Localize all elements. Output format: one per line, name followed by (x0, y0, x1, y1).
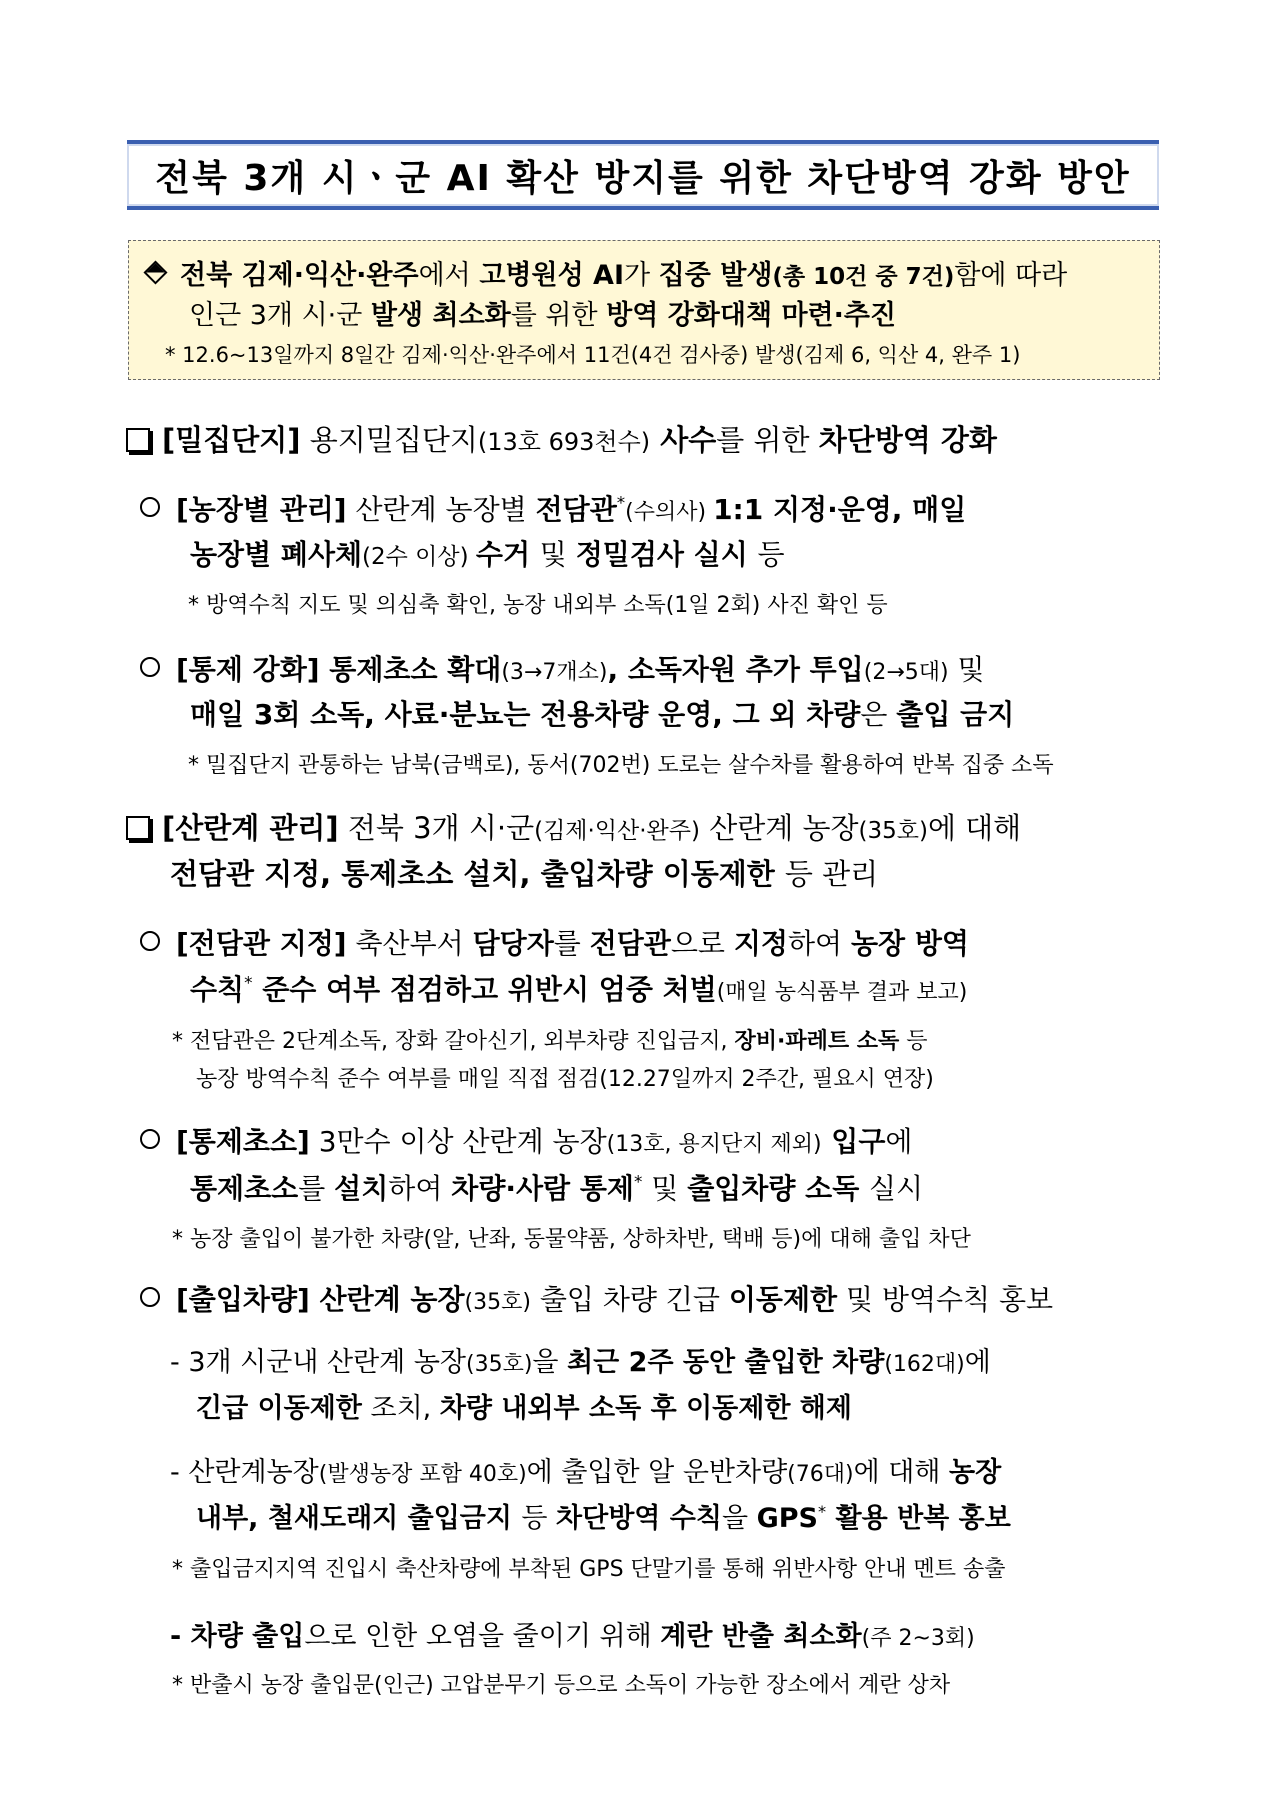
item-1-note: * 방역수칙 지도 및 의심축 확인, 농장 내외부 소독(1일 2회) 사진 확인 등 (188, 593, 888, 618)
dash-text: 활용 반복 홍보 (826, 1503, 1011, 1534)
item-text: 를 (553, 927, 590, 960)
item-text: 통제초소 (190, 1172, 299, 1205)
summary-text: 를 위한 (510, 300, 607, 331)
item-text: 농장별 폐사체 (190, 538, 363, 571)
footnote-mark: * (616, 492, 626, 513)
item-3-line-1 (140, 922, 969, 962)
item-text: 1:1 지정·운영, 매일 (713, 493, 967, 526)
dash-1-line-1 (170, 1340, 991, 1379)
dash-text: 조치, (361, 1393, 440, 1424)
item-text: 은 (860, 698, 897, 731)
item-1-line-2 (190, 533, 785, 573)
dash-text: 내부, 철새도래지 출입금지 (196, 1503, 522, 1534)
note-text: 장비·파레트 소독 (734, 1029, 900, 1054)
summary-line-2 (189, 293, 896, 332)
item-text: 산란계 농장별 (346, 493, 536, 526)
item-text: (2수 이상) (362, 544, 476, 570)
dash-2-line-1 (170, 1450, 1001, 1489)
item-text: 설치 (334, 1172, 389, 1205)
item-2-line-2 (190, 693, 1014, 733)
item-text: 으로 (670, 927, 734, 960)
item-2-note: * 밀집단지 관통하는 남북(금백로), 동서(702번) 도로는 살수차를 활용하여 반복 집중 소독 (188, 753, 1054, 778)
summary-text: 인근 3개 시·군 (189, 300, 371, 331)
item-4-line-2 (190, 1167, 923, 1207)
section-text: 차단방역 강화 (818, 423, 997, 457)
dash-text: 긴급 이동제한 (196, 1393, 362, 1424)
summary-text: 발생 최소화 (370, 300, 511, 331)
dash-3-note: * 반출시 농장 출입문(인근) 고압분무기 등으로 소독이 가능한 장소에서 계란 상차 (172, 1673, 951, 1698)
item-text: 3만수 이상 산란계 농장 (309, 1125, 607, 1158)
summary-text: 고병원성 AI (479, 260, 624, 291)
item-text: 및 (948, 653, 985, 686)
summary-note: * 12.6~13일까지 8일간 김제·익산·완주에서 11건(4건 검사중) 발생(김제 6, 익산 4, 완주 1) (165, 343, 1021, 367)
summary-line-1 (141, 253, 1067, 292)
section-text: 전담관 지정, 통제초소 설치, 출입차량 이동제한 (170, 857, 785, 891)
item-tag: [농장별 관리] (176, 493, 347, 526)
section-text: 사수 (650, 423, 717, 457)
item-text: 차량·사람 통제 (451, 1172, 634, 1205)
title-banner (127, 140, 1159, 210)
dash-text: 에 (964, 1347, 991, 1378)
section-tag: [밀집단지] (162, 423, 301, 457)
summary-text: 방역 강화대책 마련·추진 (606, 300, 897, 331)
dash-2-line-2 (196, 1496, 1011, 1535)
summary-text: 가 (624, 260, 659, 291)
item-4-note: * 농장 출입이 불가한 차량(알, 난좌, 동물약품, 상하차반, 택배 등)에 대해 출입 차단 (172, 1227, 971, 1252)
item-text: 전담관 (589, 927, 671, 960)
circle-bullet-icon (140, 1287, 160, 1307)
item-text: 하여 (388, 1172, 452, 1205)
dash-1-line-2 (196, 1386, 852, 1425)
summary-text: 집중 발생 (658, 260, 773, 291)
item-text: 출입차량 소독 (687, 1172, 869, 1205)
dash-text: 농장 (949, 1457, 1002, 1488)
summary-text: 에서 (418, 260, 480, 291)
section-text: 에 대해 (927, 811, 1022, 845)
section-text: 전북 3개 시·군 (338, 811, 535, 845)
dash-text: 차단방역 수칙 (556, 1503, 722, 1534)
dash-text: 에 출입한 알 운반차량 (526, 1457, 788, 1488)
item-text: 산란계 농장 (309, 1283, 465, 1316)
dash-text: - 차량 출입 (170, 1621, 305, 1652)
dash-text: (발생농장 포함 40호) (318, 1462, 527, 1487)
item-5-line-1 (140, 1278, 1053, 1318)
item-text: 및 (642, 1172, 688, 1205)
summary-text: 함에 따라 (954, 260, 1068, 291)
page-title: 전북 3개 시ㆍ군 AI 확산 방지를 위한 차단방역 강화 방안 (155, 157, 1131, 199)
item-3-note-line-2: 농장 방역수칙 준수 여부를 매일 직접 점검(12.27일까지 2주간, 필요시 연장) (196, 1067, 934, 1092)
item-text: 실시 (869, 1172, 924, 1205)
item-text: 농장 방역 (850, 927, 969, 960)
item-text: 준수 여부 점검하고 위반시 엄중 처벌 (252, 973, 717, 1006)
dash-text: 차량 내외부 소독 후 이동제한 해제 (439, 1393, 852, 1424)
dash-text: - 산란계농장 (170, 1457, 319, 1488)
item-text: 및 방역수칙 홍보 (837, 1283, 1054, 1316)
checkbox-bullet-icon (126, 428, 150, 452)
checkbox-bullet-icon (126, 816, 150, 840)
footnote-mark: * (818, 1502, 827, 1521)
item-text: 정밀검사 실시 (575, 538, 758, 571)
item-text: 등 (757, 538, 785, 571)
item-text: 수칙 (190, 973, 245, 1006)
dash-text: - 3개 시군내 산란계 농장 (170, 1347, 466, 1378)
circle-bullet-icon (140, 1129, 160, 1149)
item-3-line-2 (190, 968, 967, 1008)
dash-text: 에 대해 (853, 1457, 950, 1488)
item-text: , 소독자원 추가 투입 (607, 653, 864, 686)
dash-text: (35호) (466, 1352, 533, 1377)
footnote-mark: * (244, 972, 253, 993)
item-text: 하여 (787, 927, 851, 960)
item-1-line-1 (140, 488, 966, 528)
summary-text: 전북 김제·익산·완주 (180, 260, 419, 291)
item-text: 지정 (733, 927, 788, 960)
item-4-line-1 (140, 1120, 912, 1160)
dash-text: (76대) (787, 1462, 854, 1487)
item-text: (35호) (464, 1290, 531, 1315)
dash-text: 등 (521, 1503, 557, 1534)
item-tag: [통제초소] (176, 1125, 310, 1158)
item-2-line-1 (140, 648, 985, 688)
item-3-note-line-1 (172, 1024, 928, 1055)
section-text: (김제·익산·완주) (534, 818, 700, 844)
item-text: 수거 (475, 538, 540, 571)
summary-box (128, 240, 1160, 380)
item-text: (수의사) (625, 500, 714, 525)
item-text: 이동제한 (728, 1283, 838, 1316)
dash-text: (162대) (884, 1352, 965, 1377)
section-1-heading (126, 418, 997, 459)
section-2-heading (126, 806, 1021, 847)
item-text: 에 (885, 1125, 913, 1158)
dash-text: 으로 인한 오염을 줄이기 위해 (304, 1621, 661, 1652)
item-text: 출입 차량 긴급 (530, 1283, 729, 1316)
section-text: 를 위한 (716, 423, 819, 457)
dash-3-line-1 (170, 1614, 975, 1653)
item-text: 출입 금지 (896, 698, 1015, 731)
dash-text: 을 (721, 1503, 757, 1534)
section-text: 산란계 농장 (699, 811, 859, 845)
diamond-bullet-icon (143, 260, 167, 284)
section-text: (13호 693천수) (477, 428, 651, 456)
item-tag: [출입차량] (176, 1283, 310, 1316)
item-text: (3→7개소) (501, 660, 608, 685)
item-text: 통제초소 확대 (319, 653, 502, 686)
item-text: 입구 (821, 1125, 886, 1158)
circle-bullet-icon (140, 497, 160, 517)
note-text: * 전담관은 2단계소독, 장화 갈아신기, 외부차량 진입금지, (172, 1029, 735, 1054)
item-text: 및 (539, 538, 576, 571)
item-text: 매일 3회 소독, 사료·분뇨는 전용차량 운영, 그 외 차량 (190, 698, 861, 731)
circle-bullet-icon (140, 931, 160, 951)
section-tag: [산란계 관리] (162, 811, 339, 845)
item-text: 전담관 (535, 493, 617, 526)
item-text: (13호, 용지단지 제외) (606, 1132, 822, 1157)
note-text: 등 (899, 1029, 928, 1054)
item-tag: [통제 강화] (176, 653, 320, 686)
circle-bullet-icon (140, 657, 160, 677)
item-text: 를 (298, 1172, 335, 1205)
section-text: (35호) (858, 818, 928, 844)
dash-text: 계란 반출 최소화 (660, 1621, 862, 1652)
section-text: 등 관리 (784, 857, 879, 891)
section-text: 용지밀집단지 (300, 423, 478, 457)
item-tag: [전담관 지정] (176, 927, 347, 960)
dash-text: (주 2~3회) (861, 1626, 975, 1651)
dash-2-note: * 출입금지지역 진입시 축산차량에 부착된 GPS 단말기를 통해 위반사항 안내 멘트 송출 (172, 1557, 1006, 1582)
dash-text: 을 (532, 1347, 568, 1378)
section-2-line-2 (170, 852, 878, 893)
footnote-mark: * (633, 1171, 643, 1192)
item-text: 축산부서 (346, 927, 473, 960)
item-text: 담당자 (472, 927, 554, 960)
summary-text: (총 10건 중 7건) (772, 264, 955, 290)
item-text: (2→5대) (863, 660, 949, 685)
dash-text: 최근 2주 동안 출입한 차량 (567, 1347, 885, 1378)
item-text: (매일 농식품부 결과 보고) (716, 980, 968, 1005)
dash-text: GPS (756, 1503, 819, 1534)
